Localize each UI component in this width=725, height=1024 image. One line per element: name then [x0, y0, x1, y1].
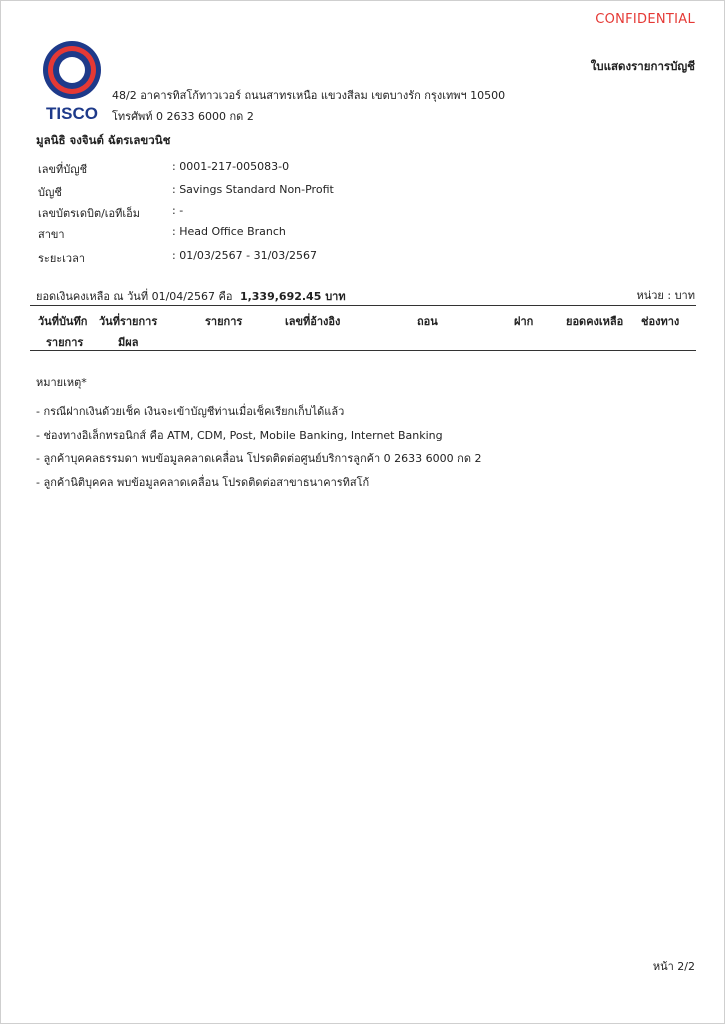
info-label: บัญชี	[38, 186, 62, 199]
info-value: : -	[172, 204, 184, 217]
balance-text: ยอดเงินคงเหลือ ณ วันที่ 01/04/2567 คือ	[36, 290, 233, 303]
info-value: : 01/03/2567 - 31/03/2567	[172, 249, 317, 262]
note-item: - ลูกค้าบุคคลธรรมดา พบข้อมูลคลาดเคลื่อน โปรดติดต่อศูนย์บริการลูกค้า 0 2633 6000 กด 2	[36, 452, 482, 465]
table-bottom-rule	[30, 350, 696, 351]
th-txn-date-line2: รายการ	[46, 336, 84, 349]
th-eff-date-line2: มีผล	[118, 336, 139, 349]
note-item: - กรณีฝากเงินด้วยเช็ค เงินจะเข้าบัญชีท่านเมื่อเช็คเรียกเก็บได้แล้ว	[36, 405, 345, 418]
th-reference: เลขที่อ้างอิง	[285, 315, 341, 328]
th-deposit: ฝาก	[514, 315, 534, 328]
page-number: หน้า 2/2	[652, 960, 695, 973]
th-description: รายการ	[205, 315, 243, 328]
th-balance: ยอดคงเหลือ	[566, 315, 624, 328]
info-label: สาขา	[38, 228, 65, 241]
balance-amount: 1,339,692.45 บาท	[239, 290, 346, 303]
table-top-rule	[30, 305, 696, 306]
info-value: : Savings Standard Non-Profit	[172, 183, 334, 196]
info-value: : 0001-217-005083-0	[172, 160, 290, 173]
bank-phone: โทรศัพท์ 0 2633 6000 กด 2	[112, 110, 254, 123]
tisco-logo	[40, 40, 104, 122]
info-value: : Head Office Branch	[172, 225, 286, 238]
confidential-label: CONFIDENTIAL	[595, 12, 695, 27]
th-eff-date-line1: วันที่รายการ	[99, 315, 158, 328]
account-holder-name: มูลนิธิ จงจินต์ ฉัตรเลขวนิช	[36, 133, 171, 147]
unit-label: หน่วย : บาท	[636, 289, 695, 302]
note-item: - ลูกค้านิติบุคคล พบข้อมูลคลาดเคลื่อน โปรดติดต่อสาขาธนาคารทิสโก้	[36, 476, 370, 489]
bank-address: 48/2 อาคารทิสโก้ทาวเวอร์ ถนนสาทรเหนือ แขวงสีลม เขตบางรัก กรุงเทพฯ 10500	[112, 89, 506, 102]
balance-statement	[36, 287, 346, 305]
th-txn-date-line1: วันที่บันทึก	[38, 315, 88, 328]
th-channel: ช่องทาง	[641, 315, 680, 328]
note-item: - ช่องทางอิเล็กทรอนิกส์ คือ ATM, CDM, Post, Mobile Banking, Internet Banking	[36, 429, 443, 442]
info-label: ระยะเวลา	[38, 252, 86, 265]
info-label: เลขบัตรเดบิต/เอทีเอ็ม	[38, 207, 141, 220]
info-label: เลขที่บัญชี	[38, 163, 88, 176]
logo-text: TISCO	[46, 104, 98, 122]
th-withdraw: ถอน	[417, 315, 438, 328]
document-title: ใบแสดงรายการบัญชี	[590, 59, 695, 73]
notes-title: หมายเหตุ*	[36, 376, 87, 389]
